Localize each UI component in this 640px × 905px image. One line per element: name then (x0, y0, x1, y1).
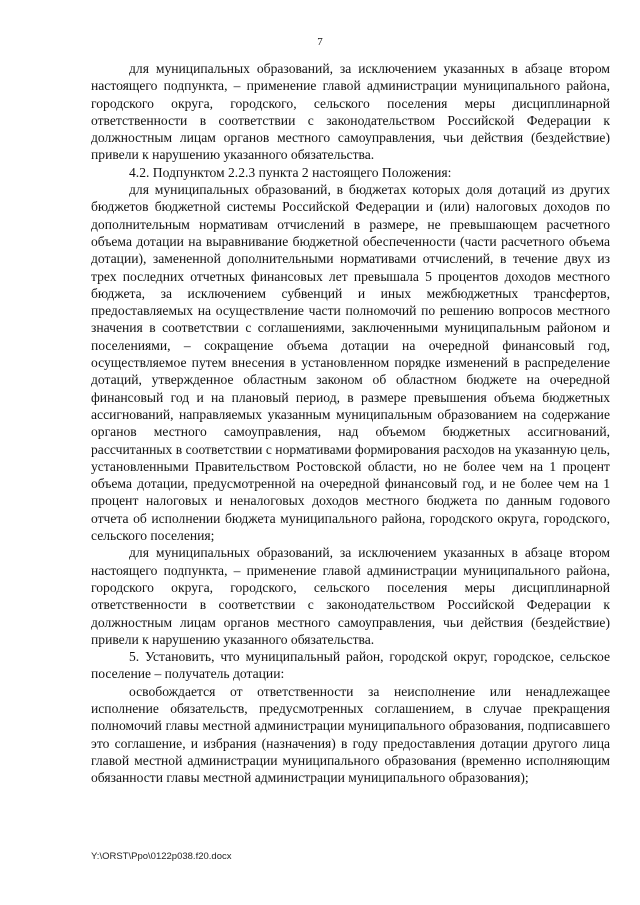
paragraph: 4.2. Подпунктом 2.2.3 пункта 2 настоящего Положения: (129, 164, 452, 180)
paragraph: для муниципальных образований, за исключением указанных в абзаце втором настоящего подпункта, – применение главой администрации муниципального района, городского округа, городского, сельского поселения меры дисциплинарной ответственности в соответствии с законодательством Российской Федерации к должностным лицам органов местного самоуправления, чьи действия (бездействие) привели к нарушению указанного обязательства. (91, 545, 610, 647)
paragraph: освобождается от ответственности за неисполнение или ненадлежащее исполнение обязательств, предусмотренных соглашением, в случае прекращения полномочий главы местной администрации муниципального образования, подписавшего это соглашение, и избрания (назначения) в году предоставления дотации другого лица главой местной администрации муниципального образования (временно исполняющим обязанности главы местной администрации муниципального образования); (91, 683, 610, 786)
paragraph: для муниципальных образований, в бюджетах которых доля дотаций из других бюджетов бюджетной системы Российской Федерации и (или) налоговых доходов по дополнительным нормативам отчислений в размере, не превышающем расчетного объема дотации на выравнивание бюджетной обеспеченности (части расчетного объема дотации), замененной дополнительными нормативами отчислений, в течение двух из трех последних отчетных финансовых лет превышала 5 процентов доходов местного бюджета, за исключением субвенций и иных межбюджетных трансфертов, предоставляемых на осуществление части полномочий по решению вопросов местного значения в соответствии с соглашениями, заключенными муниципальным районом и поселениями, – сокращение объема дотации на очередной финансовый год, осуществляемое путем внесения в установленном порядке изменений в распределение дотаций, утвержденное областным законом об областном бюджете на очередной финансовый год и на плановый период, в размере превышения объема бюджетных ассигнований, направляемых указанным муниципальным образованием на содержание органов местного самоуправления, над объемом бюджетных ассигнований, рассчитанных в соответствии с нормативами формирования расходов на указанную цель, установленными Правительством Ростовской области, но не более чем на 1 процент объема дотации, предусмотренной на очередной финансовый год, и не более чем на 1 процент налоговых и неналоговых доходов местного бюджета по данным годового отчета об исполнении бюджета муниципального района, городского округа, городского, сельского поселения; (91, 182, 610, 544)
document-body (91, 60, 610, 786)
paragraph: 5. Установить, что муниципальный район, городской округ, городское, сельское поселение – получатель дотации: (91, 649, 610, 682)
paragraph: для муниципальных образований, за исключением указанных в абзаце втором настоящего подпункта, – применение главой администрации муниципального района, городского округа, городского, сельского поселения меры дисциплинарной ответственности в соответствии с законодательством Российской Федерации к должностным лицам органов местного самоуправления, чьи действия (бездействие) привели к нарушению указанного обязательства. (91, 61, 610, 163)
page-number: 7 (317, 36, 323, 48)
footer-file-path: Y:\ORST\Ppo\0122p038.f20.docx (91, 851, 232, 862)
